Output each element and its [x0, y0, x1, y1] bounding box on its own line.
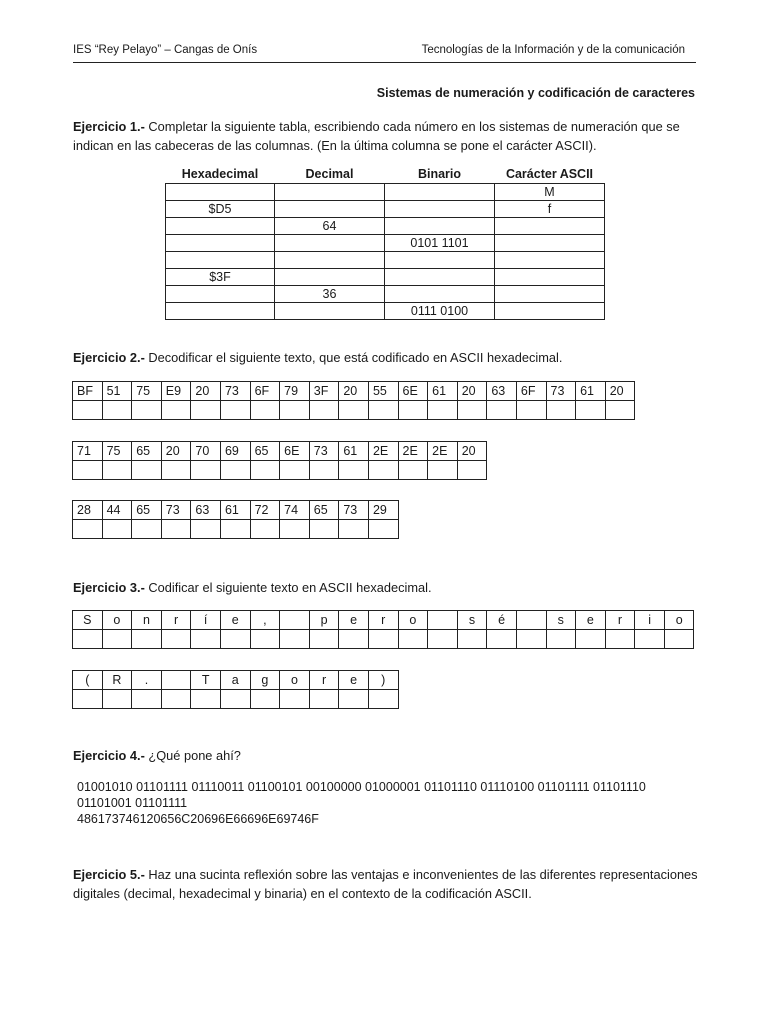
- answer-row: [73, 690, 399, 709]
- answer-cell[interactable]: M: [495, 184, 605, 201]
- answer-cell[interactable]: [250, 520, 280, 539]
- answer-cell[interactable]: [191, 520, 221, 539]
- answer-cell[interactable]: [487, 630, 517, 649]
- answer-cell[interactable]: [385, 269, 495, 286]
- exercise-4-label: Ejercicio 4.-: [73, 748, 145, 763]
- answer-cell[interactable]: [339, 461, 369, 480]
- hex-value-cell: 61: [428, 382, 458, 401]
- character-cell: r: [161, 611, 191, 630]
- answer-cell[interactable]: [161, 401, 191, 420]
- answer-cell[interactable]: [132, 630, 162, 649]
- answer-cell[interactable]: [250, 630, 280, 649]
- character-cell: i: [635, 611, 665, 630]
- answer-cell[interactable]: [73, 461, 103, 480]
- answer-cell[interactable]: [102, 401, 132, 420]
- hex-value-cell: 2E: [368, 442, 398, 461]
- answer-cell[interactable]: [191, 630, 221, 649]
- encoded-message: [77, 779, 717, 827]
- page-header: [73, 42, 696, 63]
- answer-cell[interactable]: [605, 630, 635, 649]
- answer-cell[interactable]: [166, 235, 275, 252]
- character-cell: o: [280, 671, 310, 690]
- character-cell: é: [487, 611, 517, 630]
- hex-value-cell: 6F: [516, 382, 546, 401]
- answer-cell[interactable]: [250, 401, 280, 420]
- answer-cell[interactable]: [280, 630, 310, 649]
- answer-cell[interactable]: [220, 520, 250, 539]
- table-row: [166, 252, 605, 269]
- hex-value-cell: 20: [339, 382, 369, 401]
- hex-value-cell: 61: [339, 442, 369, 461]
- character-cell: s: [457, 611, 487, 630]
- hex-value-cell: 2E: [428, 442, 458, 461]
- character-cell: ,: [250, 611, 280, 630]
- answer-cell[interactable]: [275, 269, 385, 286]
- exercise-3-label: Ejercicio 3.-: [73, 580, 145, 595]
- answer-cell[interactable]: 0111 0100: [385, 303, 495, 320]
- answer-cell[interactable]: [385, 252, 495, 269]
- exercise-5-label: Ejercicio 5.-: [73, 867, 145, 882]
- character-cell: o: [664, 611, 694, 630]
- answer-cell[interactable]: [546, 401, 576, 420]
- answer-cell[interactable]: [428, 401, 458, 420]
- answer-cell[interactable]: [275, 184, 385, 201]
- table-row: [166, 201, 605, 218]
- answer-cell[interactable]: [275, 201, 385, 218]
- hex-line: 486173746120656C20696E66696E69746F: [77, 812, 319, 826]
- answer-cell[interactable]: [280, 690, 310, 709]
- answer-cell[interactable]: [73, 630, 103, 649]
- encode-table-2: [72, 670, 399, 709]
- table-row: [166, 235, 605, 252]
- character-cell: o: [398, 611, 428, 630]
- answer-cell[interactable]: [220, 690, 250, 709]
- answer-cell[interactable]: [132, 690, 162, 709]
- encode-table-1: [72, 610, 694, 649]
- table-row: [166, 218, 605, 235]
- answer-cell[interactable]: $3F: [166, 269, 275, 286]
- column-header: Carácter ASCII: [505, 167, 594, 181]
- subject-name: Tecnologías de la Información y de la comunicación: [421, 44, 685, 56]
- table-header-row: [166, 165, 605, 184]
- answer-cell[interactable]: [546, 630, 576, 649]
- answer-cell[interactable]: [191, 401, 221, 420]
- answer-cell[interactable]: [368, 520, 398, 539]
- hex-value-cell: 73: [161, 501, 191, 520]
- character-cell: g: [250, 671, 280, 690]
- character-cell: [428, 611, 458, 630]
- character-cell: r: [605, 611, 635, 630]
- answer-cell[interactable]: [250, 461, 280, 480]
- character-cell: r: [309, 671, 339, 690]
- table-row: [166, 269, 605, 286]
- character-cell: p: [309, 611, 339, 630]
- hex-value-cell: 69: [220, 442, 250, 461]
- answer-cell[interactable]: 36: [275, 286, 385, 303]
- answer-cell[interactable]: [191, 690, 221, 709]
- answer-cell[interactable]: [280, 401, 310, 420]
- answer-cell[interactable]: [457, 461, 487, 480]
- hex-value-cell: 73: [220, 382, 250, 401]
- hex-value-cell: 75: [102, 442, 132, 461]
- hex-value-cell: 73: [309, 442, 339, 461]
- answer-cell[interactable]: [368, 690, 398, 709]
- answer-cell[interactable]: [339, 401, 369, 420]
- answer-cell[interactable]: [102, 690, 132, 709]
- answer-cell[interactable]: [398, 630, 428, 649]
- answer-cell[interactable]: [487, 401, 517, 420]
- hex-value-cell: 6E: [280, 442, 310, 461]
- answer-cell[interactable]: [309, 461, 339, 480]
- answer-cell[interactable]: [166, 184, 275, 201]
- exercise-1-text: Completar la siguiente tabla, escribiendo cada número en los sistemas de numeración que se indican en las cabeceras de las columnas. (En la última columna se pone el carácter ASCII).: [73, 119, 680, 153]
- answer-cell[interactable]: [576, 401, 606, 420]
- hex-decode-table-1: [72, 381, 635, 420]
- answer-row: [73, 461, 487, 480]
- hex-decode-table-2: [72, 441, 487, 480]
- answer-cell[interactable]: 64: [275, 218, 385, 235]
- answer-cell[interactable]: [166, 252, 275, 269]
- answer-cell[interactable]: [457, 401, 487, 420]
- answer-cell[interactable]: [250, 690, 280, 709]
- hex-value-cell: 20: [191, 382, 221, 401]
- answer-cell[interactable]: [495, 252, 605, 269]
- answer-cell[interactable]: f: [495, 201, 605, 218]
- answer-cell[interactable]: [220, 630, 250, 649]
- answer-row: [73, 520, 399, 539]
- answer-cell[interactable]: [495, 218, 605, 235]
- exercise-4-text: ¿Qué pone ahí?: [144, 748, 241, 763]
- answer-cell[interactable]: 0101 1101: [385, 235, 495, 252]
- hex-value-cell: 74: [280, 501, 310, 520]
- hex-value-cell: 20: [457, 442, 487, 461]
- answer-cell[interactable]: [275, 252, 385, 269]
- answer-cell[interactable]: [102, 630, 132, 649]
- answer-cell[interactable]: [398, 401, 428, 420]
- answer-cell[interactable]: [664, 630, 694, 649]
- answer-cell[interactable]: [385, 184, 495, 201]
- character-cell: o: [102, 611, 132, 630]
- hex-value-cell: 70: [191, 442, 221, 461]
- hex-value-cell: 6E: [398, 382, 428, 401]
- hex-value-cell: 29: [368, 501, 398, 520]
- character-cell: a: [220, 671, 250, 690]
- answer-cell[interactable]: [275, 235, 385, 252]
- hex-value-cell: 20: [457, 382, 487, 401]
- school-name: IES “Rey Pelayo” – Cangas de Onís: [73, 44, 258, 56]
- answer-cell[interactable]: [368, 401, 398, 420]
- answer-cell[interactable]: [368, 461, 398, 480]
- answer-cell[interactable]: [280, 461, 310, 480]
- answer-cell[interactable]: [191, 461, 221, 480]
- hex-value-cell: 3F: [309, 382, 339, 401]
- hex-value-cell: 65: [250, 442, 280, 461]
- answer-cell[interactable]: [161, 461, 191, 480]
- answer-cell[interactable]: [495, 303, 605, 320]
- answer-cell[interactable]: [428, 461, 458, 480]
- binary-line-2: 01101001 01101111: [77, 796, 188, 810]
- character-cell: (: [73, 671, 103, 690]
- character-cell: r: [368, 611, 398, 630]
- answer-cell[interactable]: [309, 401, 339, 420]
- answer-cell[interactable]: [385, 218, 495, 235]
- hex-value-cell: 79: [280, 382, 310, 401]
- character-cell: s: [546, 611, 576, 630]
- character-cell: í: [191, 611, 221, 630]
- exercise-3-text: Codificar el siguiente texto en ASCII hexadecimal.: [144, 580, 432, 595]
- answer-cell[interactable]: [309, 520, 339, 539]
- answer-cell[interactable]: [368, 630, 398, 649]
- hex-value-cell: 20: [161, 442, 191, 461]
- character-cell: e: [220, 611, 250, 630]
- answer-cell[interactable]: [220, 401, 250, 420]
- answer-cell[interactable]: [516, 401, 546, 420]
- hex-value-cell: 61: [220, 501, 250, 520]
- character-cell: e: [339, 671, 369, 690]
- answer-cell[interactable]: [605, 401, 635, 420]
- answer-cell[interactable]: [220, 461, 250, 480]
- table-row: [166, 184, 605, 201]
- page-title: Sistemas de numeración y codificación de caracteres: [376, 86, 695, 100]
- answer-cell[interactable]: [132, 461, 162, 480]
- hex-value-cell: 71: [73, 442, 103, 461]
- character-cell: S: [73, 611, 103, 630]
- binary-line-1: 01001010 01101111 01110011 01100101 00100000 01000001 01101110 01110100 01101111 01101110: [77, 780, 646, 794]
- answer-cell[interactable]: [309, 690, 339, 709]
- answer-cell[interactable]: [161, 690, 191, 709]
- hex-value-cell: 20: [605, 382, 635, 401]
- answer-cell[interactable]: [457, 630, 487, 649]
- character-cell: .: [132, 671, 162, 690]
- answer-cell[interactable]: $D5: [166, 201, 275, 218]
- column-header: Hexadecimal: [181, 167, 259, 181]
- hex-value-cell: 28: [73, 501, 103, 520]
- column-header: Decimal: [305, 167, 354, 181]
- character-cell: ): [368, 671, 398, 690]
- hex-value-cell: 73: [546, 382, 576, 401]
- hex-decode-table-3: [72, 500, 399, 539]
- answer-cell[interactable]: [339, 630, 369, 649]
- answer-cell[interactable]: [102, 461, 132, 480]
- hex-value-cell: 44: [102, 501, 132, 520]
- answer-cell[interactable]: [635, 630, 665, 649]
- answer-cell[interactable]: [166, 218, 275, 235]
- answer-cell[interactable]: [495, 235, 605, 252]
- characters-row: [73, 611, 694, 630]
- hex-value-cell: 72: [250, 501, 280, 520]
- exercise-2-text: Decodificar el siguiente texto, que está codificado en ASCII hexadecimal.: [144, 350, 563, 365]
- character-cell: T: [191, 671, 221, 690]
- conversion-table: [165, 165, 605, 320]
- exercise-5-statement: [73, 865, 703, 903]
- answer-cell[interactable]: [339, 520, 369, 539]
- table-row: [166, 286, 605, 303]
- hex-value-cell: 2E: [398, 442, 428, 461]
- exercise-2-label: Ejercicio 2.-: [73, 350, 145, 365]
- answer-cell[interactable]: [73, 690, 103, 709]
- character-cell: e: [576, 611, 606, 630]
- answer-cell[interactable]: [385, 201, 495, 218]
- characters-row: [73, 671, 399, 690]
- answer-cell[interactable]: [166, 303, 275, 320]
- exercise-4-statement: [73, 746, 703, 765]
- answer-row: [73, 630, 694, 649]
- column-header: Binario: [417, 167, 462, 181]
- character-cell: [161, 671, 191, 690]
- hex-value-cell: 61: [576, 382, 606, 401]
- answer-cell[interactable]: [161, 520, 191, 539]
- character-cell: [516, 611, 546, 630]
- answer-cell[interactable]: [275, 303, 385, 320]
- answer-cell[interactable]: [102, 520, 132, 539]
- answer-cell[interactable]: [161, 630, 191, 649]
- exercise-5-text: Haz una sucinta reflexión sobre las ventajas e inconvenientes de las diferentes representaciones digitales (decimal, hexadecimal y binaria) en el contexto de la codificación ASCII.: [73, 867, 698, 901]
- answer-cell[interactable]: [398, 461, 428, 480]
- character-cell: e: [339, 611, 369, 630]
- hex-value-cell: 73: [339, 501, 369, 520]
- answer-cell[interactable]: [132, 520, 162, 539]
- answer-cell[interactable]: [495, 286, 605, 303]
- answer-cell[interactable]: [132, 401, 162, 420]
- hex-value-cell: BF: [73, 382, 103, 401]
- answer-cell[interactable]: [73, 520, 103, 539]
- exercise-1-statement: [73, 117, 703, 155]
- answer-cell[interactable]: [495, 269, 605, 286]
- hex-value-cell: 55: [368, 382, 398, 401]
- character-cell: R: [102, 671, 132, 690]
- exercise-3-statement: [73, 578, 703, 597]
- hex-value-cell: 6F: [250, 382, 280, 401]
- answer-cell[interactable]: [73, 401, 103, 420]
- exercise-2-statement: [73, 348, 703, 367]
- character-cell: [280, 611, 310, 630]
- answer-cell[interactable]: [576, 630, 606, 649]
- table-row: [166, 303, 605, 320]
- hex-value-cell: 65: [132, 442, 162, 461]
- hex-value-cell: 65: [132, 501, 162, 520]
- hex-value-cell: 51: [102, 382, 132, 401]
- hex-value-cell: 63: [191, 501, 221, 520]
- answer-cell[interactable]: [309, 630, 339, 649]
- hex-value-cell: 63: [487, 382, 517, 401]
- answer-cell[interactable]: [385, 286, 495, 303]
- hex-values-row: [73, 442, 487, 461]
- hex-value-cell: 65: [309, 501, 339, 520]
- hex-value-cell: 75: [132, 382, 162, 401]
- hex-values-row: [73, 501, 399, 520]
- answer-cell[interactable]: [428, 630, 458, 649]
- answer-cell[interactable]: [166, 286, 275, 303]
- hex-value-cell: E9: [161, 382, 191, 401]
- exercise-1-label: Ejercicio 1.-: [73, 119, 145, 134]
- hex-values-row: [73, 382, 635, 401]
- character-cell: n: [132, 611, 162, 630]
- answer-cell[interactable]: [280, 520, 310, 539]
- answer-cell[interactable]: [516, 630, 546, 649]
- answer-row: [73, 401, 635, 420]
- answer-cell[interactable]: [339, 690, 369, 709]
